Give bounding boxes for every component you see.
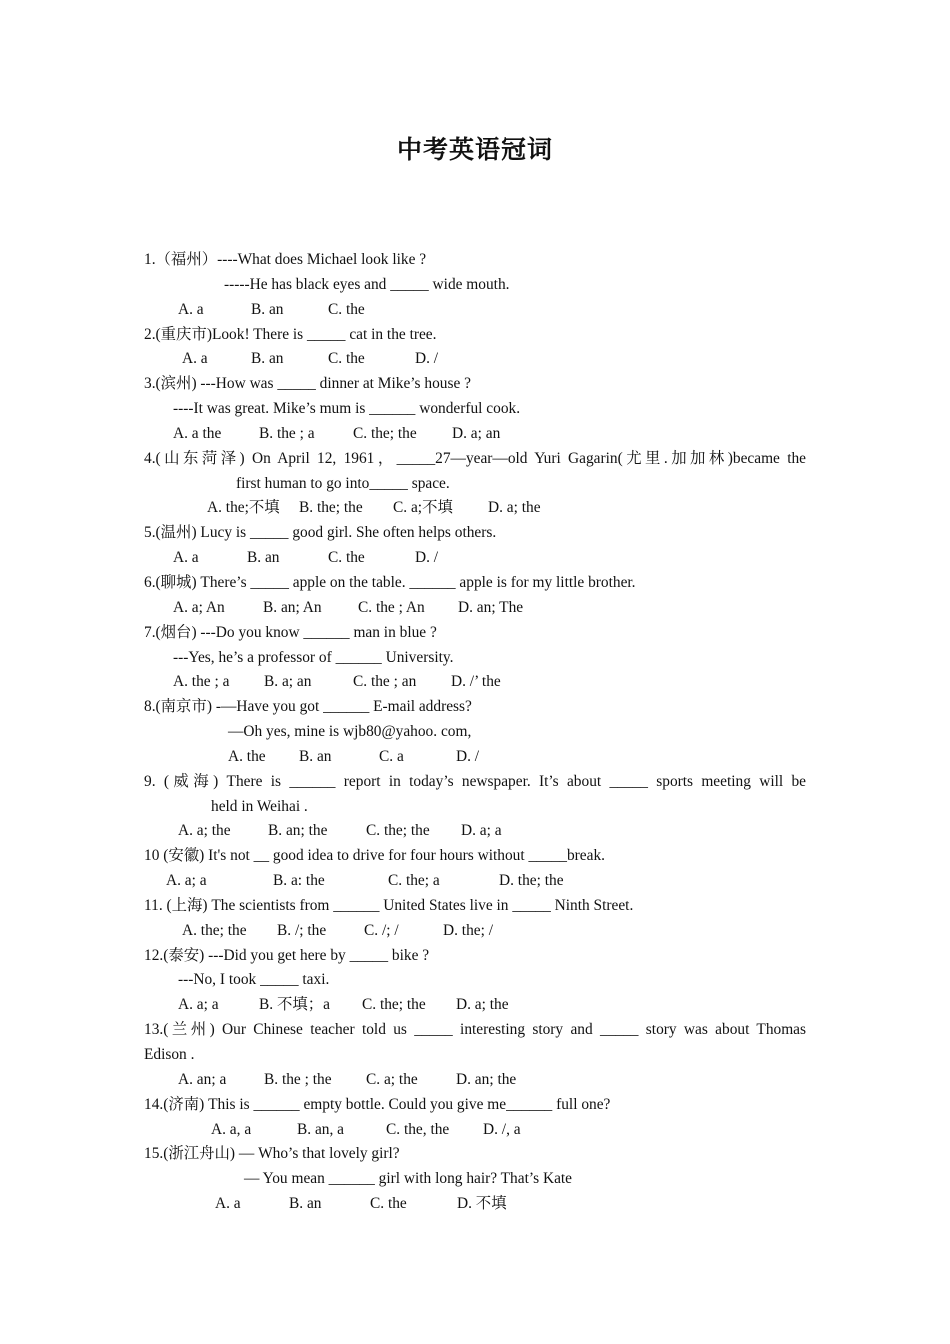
answer-option: D. a; the	[488, 499, 541, 517]
answer-option: B. an; An	[263, 598, 322, 616]
answer-option: C. a;不填	[393, 499, 453, 517]
answer-option: B. an	[251, 300, 284, 318]
answer-option: C. the ; An	[358, 598, 425, 616]
answer-option: C. the; the	[353, 424, 417, 442]
answer-option: B. /; the	[277, 921, 327, 939]
answer-option: C. the	[370, 1195, 407, 1213]
answer-option: B. 不填；a	[259, 996, 330, 1014]
question-line: ---Yes, he’s a professor of ______ University.	[173, 648, 454, 666]
answer-options	[144, 1192, 806, 1217]
question-line: 3.(滨州) ---How was _____ dinner at Mike’s house ?	[144, 375, 471, 393]
answer-option: B. an, a	[297, 1120, 345, 1138]
answer-option: B. the ; a	[259, 424, 315, 442]
question-line: 13.(兰州) Our Chinese teacher told us _____ interesting story and _____ story was about Thomas	[144, 1021, 806, 1039]
answer-option: D. /, a	[483, 1120, 521, 1138]
answer-options	[144, 993, 806, 1018]
answer-option: C. the ; an	[353, 673, 417, 691]
answer-option: C. a	[379, 747, 404, 765]
answer-options	[144, 919, 806, 944]
page-title: 中考英语冠词	[396, 135, 553, 164]
answer-option: C. the, the	[386, 1120, 450, 1138]
answer-options	[144, 422, 806, 447]
answer-option: C. a; the	[366, 1070, 418, 1088]
answer-options	[144, 1118, 806, 1143]
answer-option: A. a	[173, 549, 199, 567]
answer-option: A. a; a	[178, 996, 219, 1014]
answer-option: A. a	[215, 1195, 241, 1213]
question-line: 12.(泰安) ---Did you get here by _____ bike ?	[144, 946, 430, 964]
answer-options	[144, 670, 806, 695]
answer-option: A. a, a	[211, 1120, 252, 1138]
answer-options	[144, 298, 806, 323]
question-line: 14.(济南) This is ______ empty bottle. Could you give me______ full one?	[144, 1095, 611, 1113]
answer-option: D. /	[415, 549, 439, 567]
answer-options	[144, 546, 806, 571]
question-line: 15.(浙江舟山) — Who’s that lovely girl?	[144, 1145, 400, 1163]
question-line: first human to go into_____ space.	[236, 474, 450, 492]
answer-option: A. a; a	[166, 872, 207, 890]
question-line: 9. (威海) There is ______ report in today’s newspaper. It’s about _____ sports meeting will be	[144, 772, 806, 790]
answer-option: A. a; the	[178, 822, 231, 840]
question-line: 2.(重庆市)Look! There is _____ cat in the tree.	[144, 325, 437, 343]
answer-option: D. /	[415, 350, 439, 368]
answer-option: A. the ; a	[173, 673, 230, 691]
answer-option: D. an; the	[456, 1070, 517, 1088]
question-line: —Oh yes, mine is wjb80@yahoo. com,	[228, 723, 472, 741]
question-line: 7.(烟台) ---Do you know ______ man in blue ?	[144, 623, 437, 641]
answer-option: A. an; a	[178, 1070, 227, 1088]
answer-option: A. the;不填	[207, 499, 280, 517]
question-line: 5.(温州) Lucy is _____ good girl. She often helps others.	[144, 524, 497, 542]
answer-options	[144, 596, 806, 621]
answer-option: B. an	[299, 747, 332, 765]
answer-option: D. an; The	[458, 598, 524, 616]
question-line: — You mean ______ girl with long hair? That’s Kate	[244, 1170, 573, 1188]
answer-option: A. the	[228, 747, 266, 765]
answer-option: B. a; an	[264, 673, 312, 691]
answer-option: D. the; /	[443, 921, 494, 939]
answer-option: B. an; the	[268, 822, 328, 840]
answer-options	[144, 347, 806, 372]
answer-option: A. a the	[173, 424, 222, 442]
question-line: held in Weihai .	[211, 797, 308, 815]
question-line: 10 (安徽) It's not __ good idea to drive for four hours without _____break.	[144, 847, 605, 865]
answer-option: D. /	[456, 747, 480, 765]
answer-options	[144, 1068, 806, 1093]
answer-option: A. a	[178, 300, 204, 318]
answer-option: B. an	[251, 350, 284, 368]
answer-option: D. 不填	[457, 1195, 507, 1213]
answer-options	[144, 496, 806, 521]
question-line: -----He has black eyes and _____ wide mouth.	[224, 275, 510, 293]
question-line: ---No, I took _____ taxi.	[178, 971, 330, 989]
answer-option: C. the; the	[362, 996, 426, 1014]
answer-option: C. the; the	[366, 822, 430, 840]
answer-option: A. the; the	[182, 921, 247, 939]
answer-option: D. a; the	[456, 996, 509, 1014]
answer-option: B. an	[247, 549, 280, 567]
question-line: 6.(聊城) There’s _____ apple on the table. ______ apple is for my little brother.	[144, 573, 636, 591]
question-line: 8.(南京市) -—Have you got ______ E-mail address?	[144, 698, 472, 716]
answer-options	[144, 819, 806, 844]
answer-option: D. the; the	[499, 872, 564, 890]
question-line: ----It was great. Mike’s mum is ______ wonderful cook.	[173, 400, 521, 418]
answer-option: C. /; /	[364, 921, 399, 939]
question-line: 11. (上海) The scientists from ______ United States live in _____ Ninth Street.	[144, 896, 634, 914]
answer-options	[144, 745, 806, 770]
answer-option: B. an	[289, 1195, 322, 1213]
answer-option: D. a; a	[461, 822, 502, 840]
answer-option: C. the	[328, 300, 365, 318]
answer-options	[144, 869, 806, 894]
answer-option: C. the	[328, 549, 365, 567]
answer-option: B. the ; the	[264, 1070, 332, 1088]
answer-option: B. a: the	[273, 872, 325, 890]
answer-option: D. a; an	[452, 424, 501, 442]
answer-option: D. /’ the	[451, 673, 501, 691]
answer-option: B. the; the	[299, 499, 363, 517]
answer-option: C. the	[328, 350, 365, 368]
question-list	[144, 248, 806, 1217]
question-line: 1.（福州）----What does Michael look like ?	[144, 251, 427, 268]
question-line: Edison .	[144, 1046, 195, 1063]
answer-option: A. a	[182, 350, 208, 368]
question-line: 4.(山东菏泽) On April 12, 1961，_____27—year—old Yuri Gagarin(尤里.加加林)became the	[144, 449, 806, 467]
answer-option: C. the; a	[388, 872, 440, 890]
answer-option: A. a; An	[173, 598, 225, 616]
